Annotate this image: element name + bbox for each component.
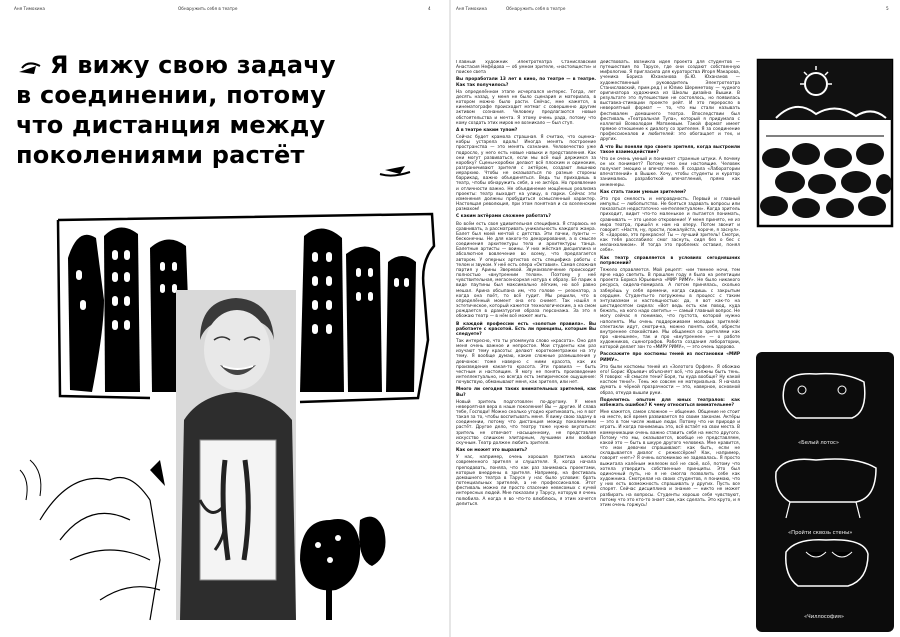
col1-question-2: А в театре каким тупом?	[456, 127, 518, 133]
caption-white-lotus: «Белый лотос»	[798, 440, 840, 446]
col2-question-5: Поделитесь опытом для юных театралов: как избежать ошибок? К чему относиться внимательнее?	[600, 397, 740, 408]
col1-question-1: Вы проработали 13 лет в кино, по театре — в театре. Как так получилось?	[456, 77, 596, 88]
headline-line-1: Я вижу свою задачу	[50, 51, 336, 79]
right-page	[450, 0, 900, 637]
portrait-photo	[176, 290, 296, 620]
left-page-number: 4	[428, 6, 431, 11]
right-running-author: Аня Тимохина	[456, 6, 487, 11]
col2-answer-2: Это про смелость и неправдность. Первый и главный импульс — любопытство. Не бояться задавать вопросы или показаться недостаточно «интеллектуалом». Когда зритель приходит, видит что-то маленькое и пытается понимать, сравнивать — это целое откровение! У меня принято, не из мира театра, пришёл к нам на оперу. Потом звонит и говорит: «Настя, ну, прости, пожалуйста, короче, я заснул». Я: «Здорово, это прекрасно! Ты — лучший зритель! Смотри, как тебя расслабило: смог заснуть, сидя без о бес с меланхоликом». И тогда это проблема: оставил, понял себя».	[600, 196, 740, 254]
col1-question-3: С каким актёрами сложнее работать?	[456, 214, 551, 220]
col2-question-2: Как стать таким умным зрителем?	[600, 189, 687, 195]
article-column-2	[600, 60, 740, 635]
col2-question-1: А что Вы поняли про своего зрителя, когда выстроили такое взаимодействие?	[600, 144, 740, 155]
article-column-1	[456, 60, 596, 635]
headline-line-2: в соединении, потому	[16, 81, 327, 109]
col1-question-5: Много ли сегодня таких внимательных зрителей, как Вы?	[456, 387, 596, 398]
left-running-section: Обнаружить себя в театре	[178, 6, 238, 11]
col1-answer-4: Так интересно, что ты упомянула слово «красота». Оно для меня очень важное и непростое. Мои студенты как раз изучают тему красоты: делают короткометражки на эту тему. Я вообще думаю, какие сложные размышления у девчонок: тоже наверно с ними красота, как их произведения какая-то красота. Эти правила — быть честным и настоящим. Я могу не понять произведение интеллектуально, но всегда есть эмпирическое ощущение: почувствую, обманывают меня, как зрителя, или нет.	[456, 338, 596, 386]
col2-answer-0: действовать. Возникла идея проекта для студентов — путешествия по Тарусе, где они создают собственную мифологию. Я пригласила для кураторства Игоря Макарова, ученика Бориса Юхананова (Б.Ю. Юхананов — художественный руководитель Электротеатра Станиславский, прим.ред.) и Юлию Шереметову — чудного оригинатора художника из Школы дизайна Вышки. В результате это путешествие не состоялось, но появилась выставка-стимации проекте рейт. И это переросло в невероятный формат — то, что мы стали называть фестивалем домашнего театра. Впоследствии был фестиваль «Театральная Тупа», который я придумала с коллегой Всеволодом Матвеевым. Такой формат имеет прямое отношение к диалогу со зрителем. Я за соединение профессионалов и любителей: это обогащает и тех, и других.	[600, 60, 740, 143]
headline-line-3: что дистанция между	[16, 111, 326, 139]
col2-answer-3: Тяжело справляется. Мой рецепт: «им темнее ночи, тем ярче надо светить. В прошлом году я была на репетиции проекта Бориса Юрьевича «МИР РИМУ». Не было никакого ресурса, сидела-помирала. А потом принялась, сколько заберёшь у себя времени, когда сидишь с закрытым сердцем. Студенты-то погружены в процесс с таким энтузиазмом и настоящностью: да, я вот как-то на шестидесятом сидела: «Вот ведь есть как повод, куда бежать, на кого надо светить» — самый главный вопрос. Не могу сейчас я понимаю, что пустота, которой нужно наполнять. Мы очень поддерживаем молодых зрителей: спектакли идут, смотри-ка, можно понять себя, обрести внутреннее спокойствие. Мы общаемся со зрителями как про «внешнее», так и про «внутреннее» — о работе художников, сценографов. Работа создания лаборатории, которой делает зон то «МИРУ РИМУ», — это очень здорово.	[600, 267, 740, 351]
col1-answer-1: На определённом этапе исчерпался интерес. Тогда, лет десять назад, у меня не было сценария и материала, в котором можно было расти. Сейчас, мне кажется, в кинематографе происходит мэтмаг с совершенно другим активом сознания. Человеку предлагаются новые обстоятельства и мечта. Я этому очень рада, потому что кому создать этих миров не возникало — был ступ.	[456, 89, 596, 126]
col2-question-3: Как театр справляется в условиях сегодняшних потрясений?	[600, 255, 740, 266]
col1-question-6: Как он может это выразить?	[456, 448, 528, 454]
headline-line-4: поколениями растёт	[16, 141, 305, 169]
col1-answer-6: У нас, например, очень хорошая практика школы современного зрителя и слушателя. Я, когда начала преподавать, поняла, что как раз занимаюсь проектами, которые внедрены в зрителя. Например, на фестиваль домашнего театра в Тарусе у нас было условие: брать потенциальных зрителей, а не профессионалов. Этот фестиваль можно ли просто спасение невесомых с кучей интересных людей. Мне показали у Тарусу, которую я очень полюбила. А когда я во что-то влюблюсь, я этим хочется делиться.	[456, 455, 596, 507]
costume-sketches	[756, 352, 894, 632]
left-running-author: Аня Тимохина	[14, 6, 45, 11]
col1-answer-5: Новый зритель подготовлен по-другому. У меня невероятная вера в наше поколение! Вы — другие. И слава тебе, Господи! Можно сколько угодно критиковать, но я вот такая за то, чтобы воспитывать меня. Я вижу свою задачу в соединении, потому что дистанция между поколениями растёт. Другое дело, что театру тоже нужно вкупаться: зритель не отвечает насыщенному, не представляя искусство слишком элитарным, лучшими или вообще скучным. Театр должен любить зрителя.	[456, 399, 596, 446]
col1-answer-3: Во всём есть своя удивительная специфика. Я стараюсь не сравнивать, а рассматривать уникальность каждого жанра. Балет был моей мечтой с детства. Эти пачки, пуанты — бесконечны. Не для какого-то декорирования, а в смысле соединения архитектуры тела и архитектуры танца. Балетные артисты — воины. У них жёсткая дисциплина и абсолютное вовлечение во всему, что предлагается автором. У оперных артистов есть специфика работы с телом и звуком. У неё есть опера «Октавия». Самая сложная партия у Арины Зверевой. Звукоизвлечение происходит полностью «внутренним телом». Поэтому у неё чувствительная, мегасенсорная натура к образу. Её парик в виде паутины был максимально лёгким, но всё равно мешал. Арина обсыпана им, что голове — резонатор, а когда она поёт, то всё гудит. Мы решили, что в определённый момент она его снимет. Так нашёл я эстетическое, который кажется технологическим, а на смом рождается в драматургия образа персонажа. За это я обожаю театр — в нём всё может жить.	[456, 221, 596, 320]
col2-question-4: Расскажите про костюмы теней из постановки «МИР РИМУ».	[600, 352, 740, 363]
col1-lead: Главный художник Электротеатра Станиславский Анастасия Нефёдова — об умном зрителе, «настоящести» и поиске света	[456, 60, 596, 76]
caption-chillosophy: «Чиллософия»	[804, 614, 845, 620]
col2-answer-4: Это были костюмы теней из «Золотого Орфея». Я обожаю его! Борис Юрьевич объясняет всё, что должны быть тень. Я говорю: «В смысле тени? Боря, ты куда вообще? Ну какой костюм тени?». Тень же совсем не материальна. Я начала думать о чёрной прозрачности — это, наверное, основной образ, откуда вышли руки.	[600, 364, 740, 396]
right-running-section: Обнаружить себя в театре	[506, 6, 566, 11]
col2-answer-1: Что он очень умный и понимает странные штуки. А почему он их понимает? Потому что они настоящие. Человек получает эмоцию и впечатление. Я создала «Лаборатории впечатлений» в Вышке. Хочу, чтобы студенты и куратор занимались разработкой впечатлений, прямо как инженеры.	[600, 156, 740, 188]
col1-question-4: В каждой профессии есть «золотые правила». Вы работаете с красотой. Есть ли принципы, которым Вы следуете?	[456, 321, 596, 337]
caption-through-walls: «Пройти сквозь стены»	[788, 530, 853, 536]
right-page-number: 5	[886, 6, 889, 11]
col1-answer-2: Сейчас будет крамола страшная. Я считаю, что оценка-кобры устарела вдоль! Иногда менять построение пространства — это менять сознание. Человечество уже подросло, у него есть новые навыки и представления. Как они могут развиваться, если мы всё ещё держимся за коробку? Сцены-коробки делают всё плоским и одиноким, разграничивают зрителя с актёром, создают лишнюю иерархию. Чтобы не оказываться по разные стороны баррикад, важно объединяться. Ведь ты приходишь в театр, чтобы обнаружить себя, а не актёра. Но проявление и отличности важно. Не объединение мощённых реализма проекты: театр выходит на улицу, в парки. Сейчас эти изменения должны пробудиться осмысленный характер. Настоящая революция, при этом понятная и со вселенским размахом!	[456, 135, 596, 213]
col2-answer-5: Мне кажется, самое сложное — общение. Общение не стоит на месте, всё время развивается по своим законам. Актёры — это в том числе живые люди. Потому что ни природе и играть. И когда понимаешь это, всё встаёт на свои места. В коммуникации очень важно ставить себя на место другого. Потому что мы, оказывается, вообще не представляем, какой это — быть в шкуре другого человека. Мне нравится, что мои девочки спрашивают: как быть, если не складывается диалог с режиссёром? Как, например, говорят «нет»? Я очень вспоминаю не задевалась. Я просто выжигала калёным железом всё не своё, всё, потому что хотела утвердить собственные принципы. Это был одиночный путь, но я не смогла позволить себе как художника. Смотрелая на своих студентов, я понимаю, что у них есть возможность спрашивать у других. Пусть все спорят. Сейчас дисциплина и знание — никто не может разбирать на вопросы. Студенты хорошо себя чувствуют, потому что это кто-то знает сам, как сделать. Это круто, и я этим очень горжусь!	[600, 410, 740, 508]
top-sketch	[756, 58, 894, 228]
